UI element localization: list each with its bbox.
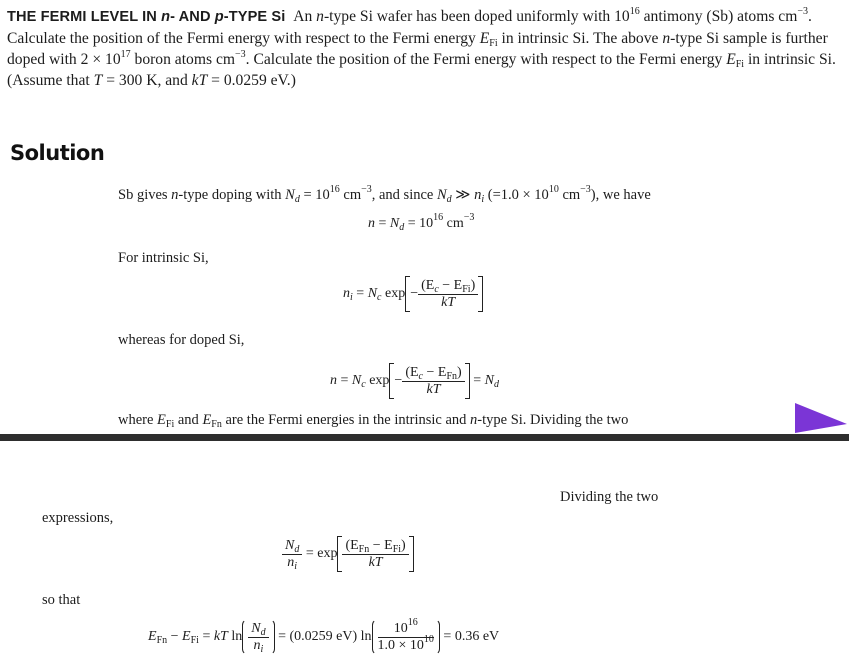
page-divider (0, 434, 849, 441)
doped-label: whereas for doped Si, (118, 332, 245, 348)
solution-heading: Solution (10, 141, 105, 165)
equation-result: $E_{Fn} - E_{Fi}$ = kT ln $\frac{N_d}{n_i}$ = (0.0259 eV) ln $\frac{10^{16}}{1.0 \times 10^{10}}$ = 0.36 eV (148, 616, 500, 655)
so-that-text: so that (42, 592, 81, 608)
solution-line-1: Sb gives n-type doping with $N_d = 10^{16}$ $cm^{-3}$, and since $N_d$ ≫ $n_i$ ($=1.0 \times 10^{10}$ $cm^{-3}$), we have (118, 184, 651, 205)
where-line: where $E_{Fi}$ and $E_{Fn}$ are the Fermi energies in the intrinsic and n-type Si. Dividing the two (118, 412, 629, 430)
equation-intrinsic: $n_i = N_c$ exp − $\frac{(E_c - E_{Fi})}{kT}$ (343, 276, 483, 312)
intrinsic-label: For intrinsic Si, (118, 250, 209, 266)
expressions-text: expressions, (42, 510, 114, 526)
problem-heading: THE FERMI LEVEL IN n- AND p-TYPE Si (7, 9, 286, 25)
problem-statement: THE FERMI LEVEL IN n- AND p-TYPE Si An n-type Si wafer has been doped uniformly with $10^{16}$ antimony (Sb) atoms $cm^{-3}$. Calculate the position of the Fermi energy with respect to the Fermi energy $E_{Fi}$ in intrinsic Si. The above n-type Si sample is further doped with $2 \times 10^{17}$ boron atoms $cm^{-3}$. Calculate the position of the Fermi energy with respect to the Fermi energy $E_{Fi}$ in intrinsic Si. (Assume that T = 300 K, and kT = 0.0259 eV.) (7, 6, 836, 89)
equation-n-equals-nd: $n = N_d = 10^{16}$ $cm^{-3}$ (368, 212, 475, 233)
dividing-text: Dividing the two (560, 489, 659, 505)
equation-doped: $n = N_c$ exp − $\frac{(E_c - E_{Fn})}{kT}$ = $N_d$ (330, 363, 499, 399)
purple-pointer-cursor-icon (795, 403, 847, 433)
equation-ratio: $\frac{N_d}{n_i}$ = exp $\frac{(E_{Fn} - E_{Fi})}{kT}$ (282, 536, 414, 572)
